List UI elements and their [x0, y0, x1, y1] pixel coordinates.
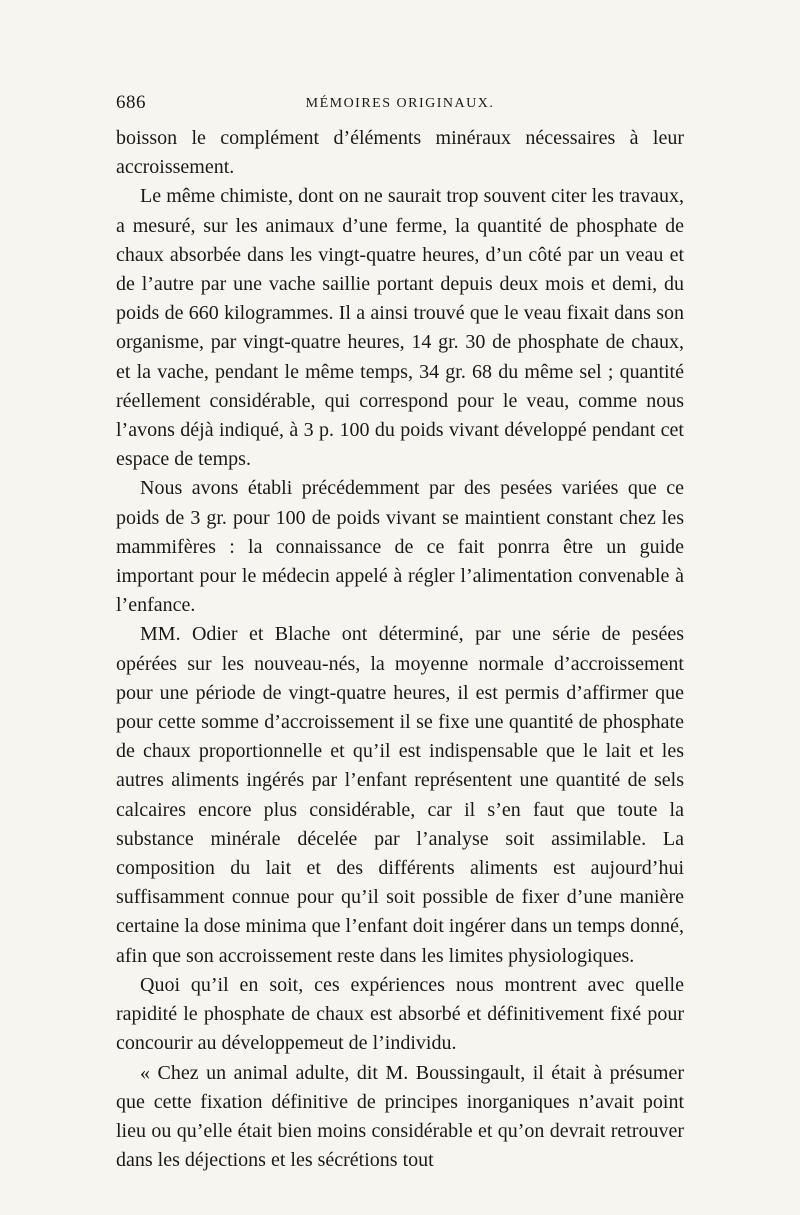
- book-page: [116, 92, 684, 1175]
- body-text: [116, 124, 684, 1175]
- paragraph-boussingault-quote: « Chez un animal adulte, dit M. Boussingault, il était à présumer que cette fixation définitive de principes inorganiques n’avait point lieu ou qu’elle était bien moins considérable et qu’on devrait retrouver dans les déjections et les sécrétions tout: [116, 1061, 684, 1172]
- page-number: 686: [116, 92, 146, 113]
- paragraph-weighings: Nous avons établi précédemment par des pesées variées que ce poids de 3 gr. pour 100 de poids vivant se maintient constant chez les mammifères : la connaissance de ce fait ponrra être un guide important pour le médecin appelé à régler l’alimentation convenable à l’enfance.: [116, 477, 684, 617]
- paragraph-experiments: Quoi qu’il en soit, ces expériences nous montrent avec quelle rapidité le phosphate de chaux est absorbé et définitivement fixé pour concourir au développemeut de l’individu.: [116, 973, 684, 1055]
- paragraph-odier-blache: MM. Odier et Blache ont déterminé, par une série de pesées opérées sur les nouveau-nés, la moyenne normale d’accroissement pour une période de vingt-quatre heures, il est permis d’affirmer que pour cette somme d’accroissement il se fixe une quantité de phosphate de chaux proportionnelle et qu’il est indispensable que le lait et les autres aliments ingérés par l’enfant représentent une quantité de sels calcaires encore plus considérable, car il s’en faut que toute la substance minérale décelée par l’analyse soit assimilable. La composition du lait et des différents aliments est aujourd’hui suffisamment connue pour qu’il soit possible de fixer d’une manière certaine la dose minima que l’enfant doit ingérer dans un temps donné, afin que son accroissement reste dans les limites physiologiques.: [116, 623, 684, 967]
- running-title: MÉMOIRES ORIGINAUX.: [305, 96, 495, 111]
- paragraph-chemist-measurements: Le même chimiste, dont on ne saurait trop souvent citer les travaux, a mesuré, sur les animaux d’une ferme, la quantité de phosphate de chaux absorbée dans les vingt-quatre heures, d’un côté par un veau et de l’autre par une vache saillie portant depuis deux mois et demi, du poids de 660 kilogrammes. Il a ainsi trouvé que le veau fixait dans son organisme, par vingt-quatre heures, 14 gr. 30 de phosphate de chaux, et la vache, pendant le même temps, 34 gr. 68 du même sel ; quantité réellement considérable, qui correspond pour le veau, comme nous l’avons déjà indiqué, à 3 p. 100 du poids vivant développé pendant cet espace de temps.: [116, 185, 684, 471]
- running-head: [116, 92, 684, 122]
- paragraph-continuation: boisson le complément d’éléments minéraux nécessaires à leur accroissement.: [116, 127, 684, 179]
